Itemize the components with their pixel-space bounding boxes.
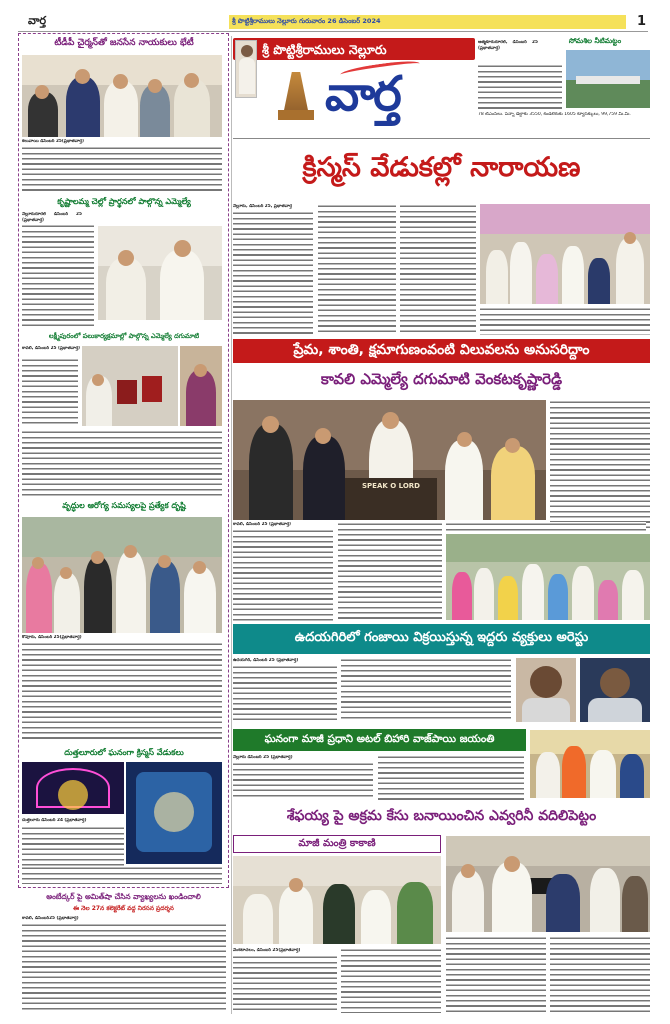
somasila-stats: 78 టీఎంసీలు. పెన్నా డెల్టాకు 3550, కండలేరుకు 1605 క్యూసెక్కులు, 99,759 మి.మీ. — [478, 112, 631, 117]
somasila-body — [478, 64, 562, 110]
section-label: వార్త — [28, 14, 47, 27]
story3-body — [22, 358, 78, 424]
left-bottom-headline: అంబేద్కర్ పై అమిత్‌షా చేసిన వ్యాఖ్యలను ఖండించాలి — [46, 891, 201, 901]
story5-photo-right — [126, 762, 222, 864]
logo: వార్త — [325, 66, 400, 122]
bottom-dateline: వెంకటాచలం, డిసెంబర్ 25(ప్రభాతవార్త) — [233, 948, 301, 953]
bottom-photo-1 — [233, 856, 441, 944]
story1-photo — [22, 55, 222, 137]
top-rule — [18, 31, 648, 32]
bottom-subhead: మాజీ మంత్రి కాకాణి — [233, 835, 441, 853]
kavali-body-col3 — [446, 522, 646, 532]
story2-dateline: నెల్లూరురూరల్ డిసెంబర్ 25 (ప్రభాతవార్త) — [22, 212, 82, 223]
kavali-photo — [233, 400, 546, 520]
bottom-photo-2 — [446, 836, 650, 932]
bottom-body-col4 — [550, 936, 650, 1013]
story4-body — [22, 642, 222, 742]
kavali-body-col1 — [233, 529, 333, 621]
bottom-body-col3 — [446, 936, 546, 1013]
red-band-subhead: కావలి ఎమ్మెల్యే దగుమాటి వెంకటకృష్ణారెడ్డి — [320, 370, 563, 388]
teal-band-headline: ఉదయగిరిలో గంజాయి విక్రయిస్తున్న ఇద్దరు వ్యక్తులు అరెస్టు — [233, 624, 650, 654]
udayagiri-photo-2 — [580, 658, 650, 722]
story3-headline: లక్ష్మీపురంలో పలుకార్యక్రమాల్లో పాల్గొన్న ఎమ్మెల్యే దగుమాటి — [48, 332, 200, 340]
vajpayee-photo — [530, 730, 650, 798]
green-band-headline: ఘనంగా మాజీ ప్రధాని అటల్ బిహారి వాజ్‌పాయి జయంతి — [233, 729, 526, 751]
story5-body-wide — [22, 866, 222, 884]
story3-dateline: కావలి, డిసెంబర్ 25 (ప్రభాతవార్త) — [22, 346, 81, 351]
vajpayee-body-col2 — [378, 755, 524, 800]
main-dateline: నెల్లూరు, డిసెంబర్ 25, ప్రభాతవార్త — [233, 204, 292, 209]
story5-dateline: దుత్తలూరు డిసెంబర్ 24 (ప్రభాతవార్త) — [22, 818, 87, 823]
temple-illustration — [278, 72, 314, 120]
udayagiri-dateline: ఉదయగిరి, డిసెంబర్ 25 (ప్రభాతవార్త) — [233, 658, 299, 663]
main-body-col1 — [233, 211, 313, 335]
story5-photo-left — [22, 762, 124, 814]
left-bottom-body — [22, 923, 226, 1011]
left-bottom-dateline: కావలి, డిసెంబర్25 (ప్రభాతవార్త) — [22, 916, 79, 921]
udayagiri-photo-1 — [516, 658, 576, 722]
vajpayee-body-col1 — [233, 762, 373, 800]
kavali-body-right — [550, 400, 650, 528]
story3-body-wide — [22, 430, 222, 496]
story2-photo — [98, 226, 222, 320]
story3-photo-main — [82, 346, 178, 426]
somasila-dateline: ఆత్మకూరురూరల్, డిసెంబర్ 25 (ప్రభాతవార్త) — [478, 40, 538, 51]
vajpayee-dateline: నెల్లూరు డిసెంబర్ 25 (ప్రభాతవార్త) — [233, 755, 293, 760]
story5-headline: దుత్తలూరులో ఘనంగా క్రిస్మస్ వేడుకలు — [64, 747, 184, 757]
main-headline: క్రిస్మస్ వేడుకల్లో నారాయణ — [302, 152, 581, 183]
udayagiri-body-col2 — [341, 658, 511, 722]
story3-photo-side — [180, 346, 222, 426]
left-bottom-subhead: ఈ నెల 27న కలెక్టరేట్ వద్ద నిరసన ప్రదర్శన — [73, 905, 174, 912]
bottom-body-col1 — [233, 955, 337, 1013]
red-band-headline: ప్రేమ, శాంతి, క్షమాగుణంవంటి విలువలను అనుసరిద్దాం — [233, 339, 650, 363]
story4-headline: వృద్ధుల ఆరోగ్య సమస్యలపై ప్రత్యేక దృష్టి — [62, 501, 186, 510]
kavali-photo-2 — [446, 534, 650, 620]
story1-dateline: కలువాయి డిసెంబర్ 25(ప్రభాతవార్త) — [22, 139, 84, 144]
top-bar — [0, 14, 670, 32]
column-rule-1 — [231, 36, 232, 1014]
top-bar-text: శ్రీ పొట్టిశ్రీరాములు నెల్లూరు గురువారం 26 డిసెంబర్ 2024 — [232, 17, 381, 25]
bottom-headline: శేఫయ్య పై అక్రమ కేసు బనాయించిన ఎవ్వరినీ వదిలిపెట్టం — [286, 807, 597, 824]
main-body-col2 — [318, 204, 396, 335]
udayagiri-body-col1 — [233, 665, 337, 722]
bottom-body-col2 — [341, 948, 441, 1013]
story4-photo — [22, 517, 222, 633]
somasila-photo — [566, 50, 650, 108]
story5-body — [22, 826, 124, 866]
founder-portrait — [235, 40, 257, 98]
portrait-head — [241, 45, 253, 57]
kavali-body-col2 — [338, 522, 442, 621]
story2-headline: కృష్ణాలమ్మ చెల్లో ప్రార్థనలో పాల్గొన్న ఎమ్మెల్యే — [57, 197, 191, 206]
main-photo — [480, 204, 650, 304]
somasila-title: సోమశిల నీటిమట్టం — [568, 37, 622, 45]
page-number: 1 — [637, 14, 647, 29]
story1-headline: టీడీపీ చైర్మన్‌తో జనసేన నాయకులు భేటీ — [54, 38, 194, 48]
podium-sign: SPEAK O LORD — [362, 482, 420, 490]
story1-body — [22, 146, 222, 192]
story4-dateline: కోవూరు, డిసెంబర్ 25(ప్రభాతవార్త) — [22, 635, 82, 640]
kavali-dateline: కావలి, డిసెంబర్ 25 (ప్రభాతవార్త) — [233, 522, 292, 527]
main-body-col3 — [400, 204, 476, 335]
district-banner-text: శ్రీ పొట్టిశ్రీరాములు నెల్లూరు — [262, 42, 387, 57]
main-body-col4 — [480, 307, 650, 335]
masthead-rule — [233, 138, 650, 139]
story2-body — [22, 224, 94, 326]
